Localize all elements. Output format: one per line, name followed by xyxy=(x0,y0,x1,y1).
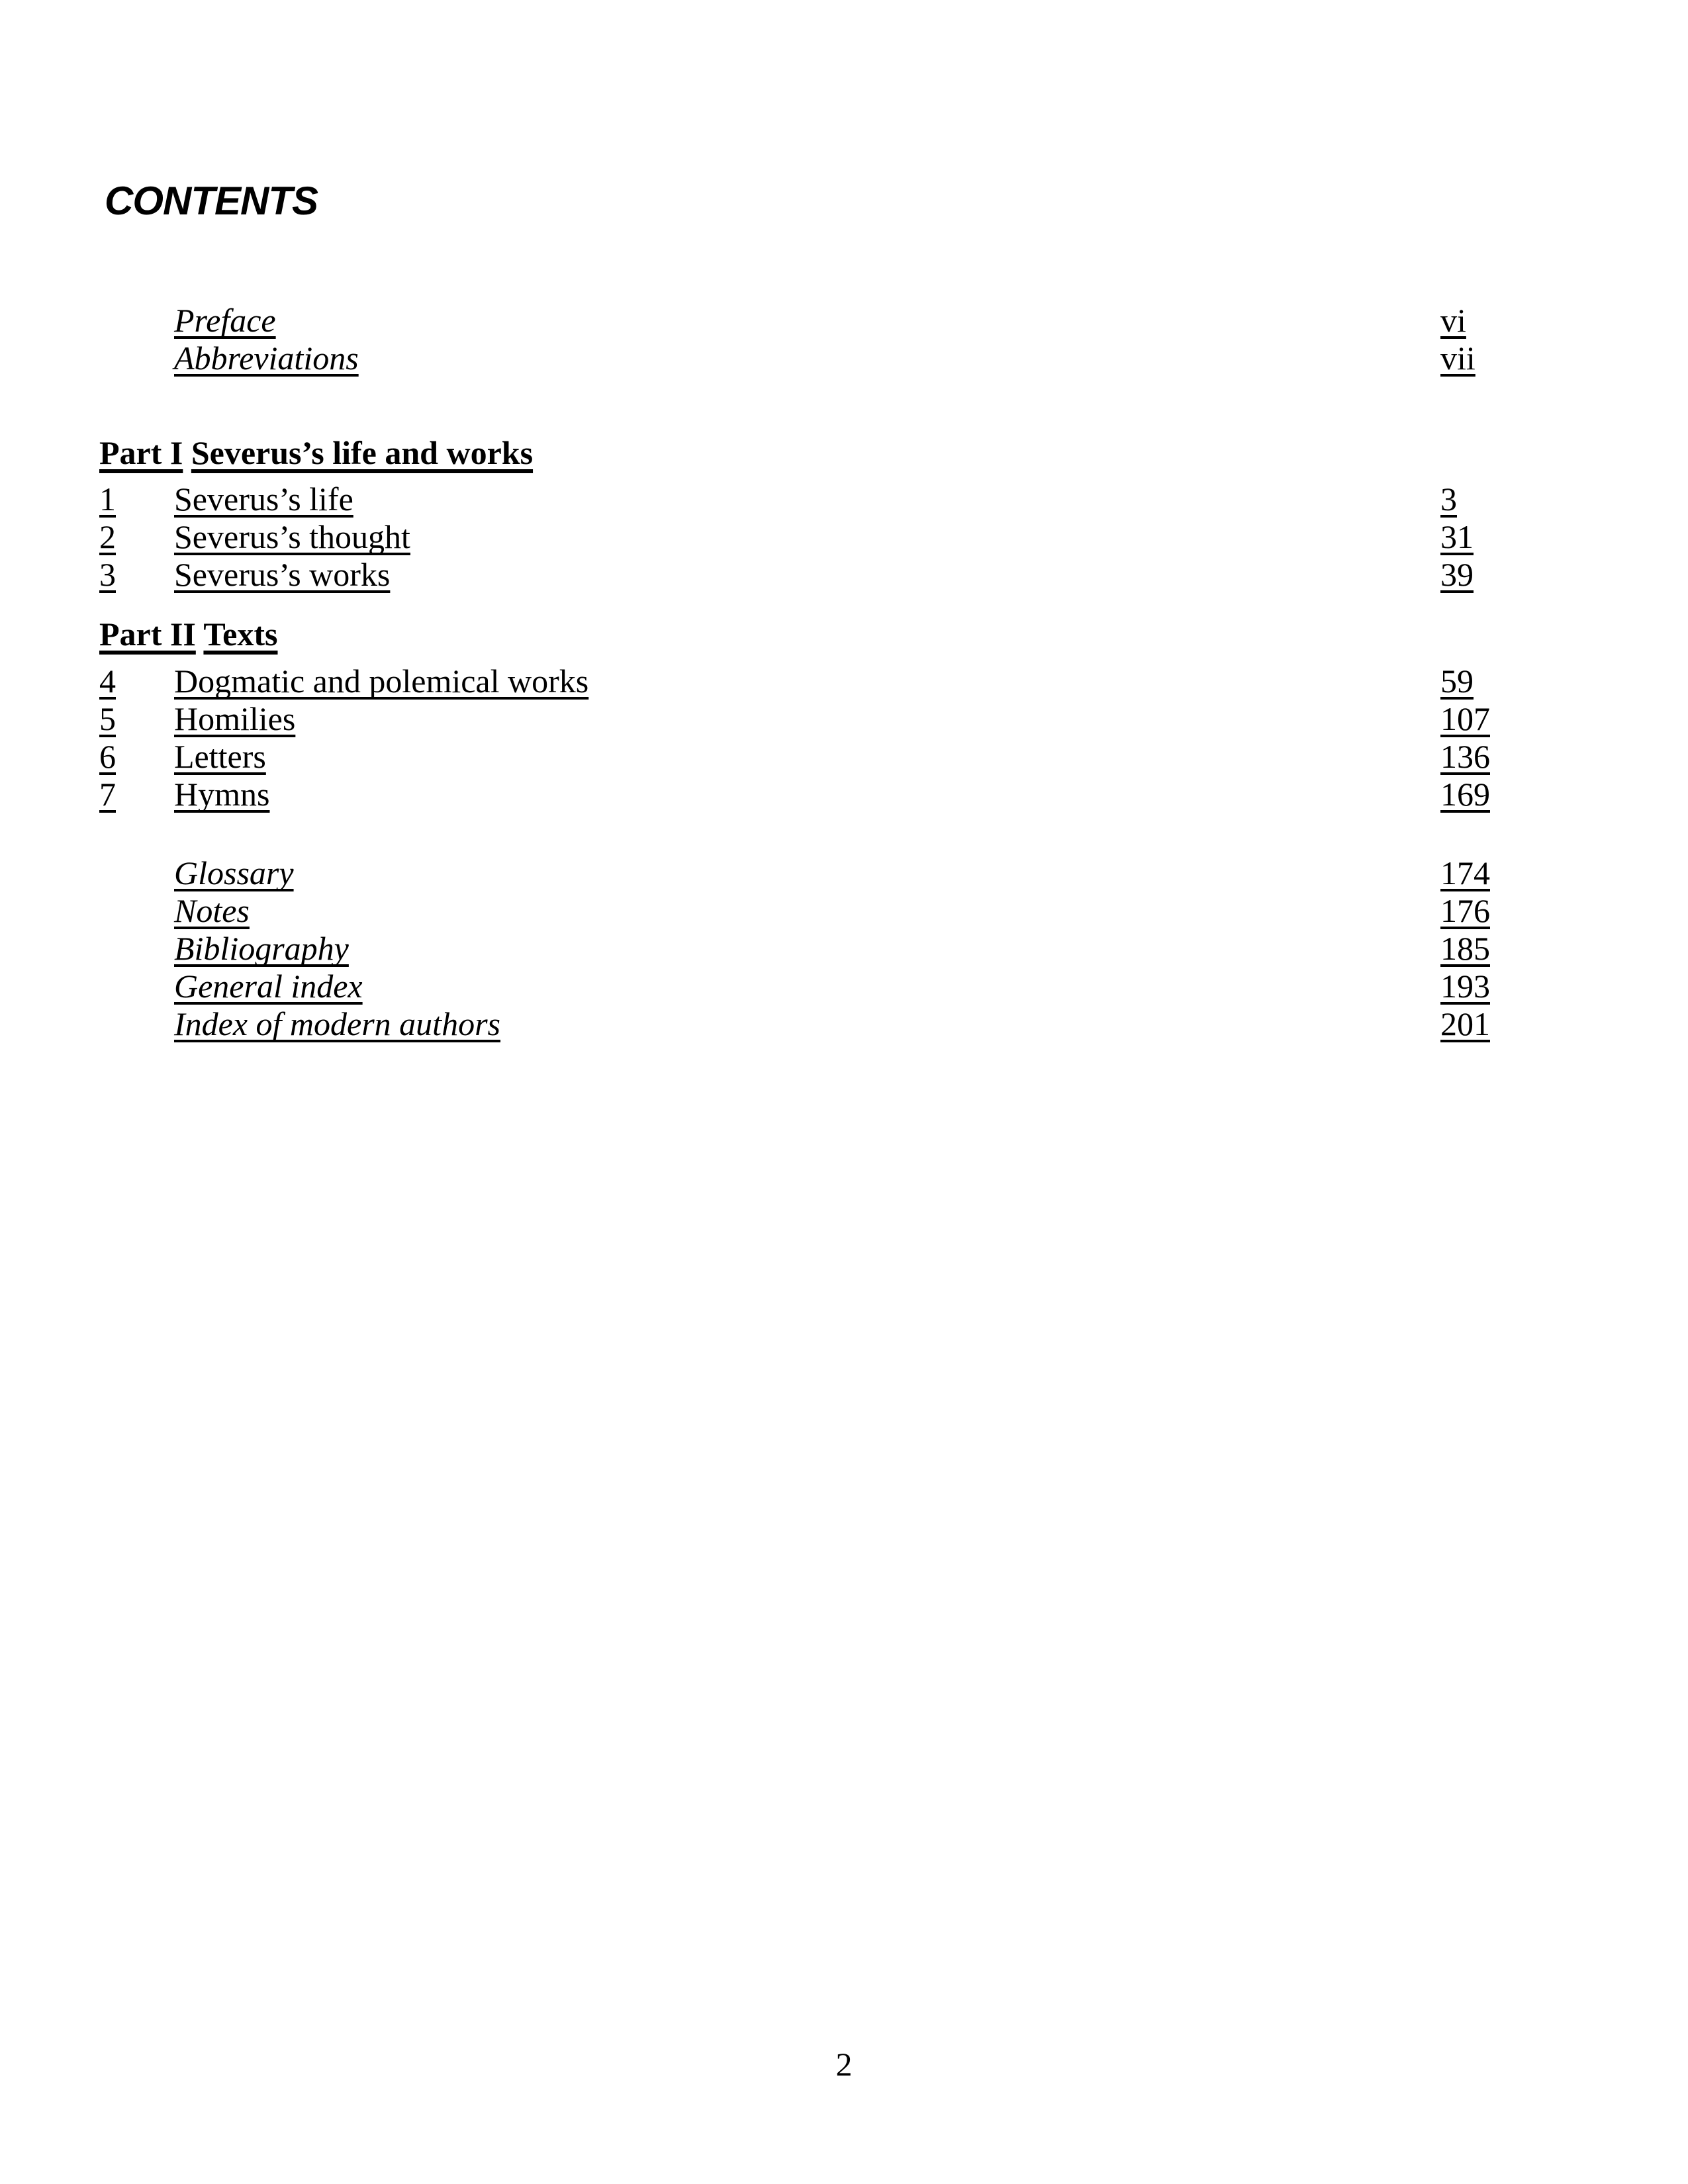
part-1-heading xyxy=(99,434,533,472)
chapter-3-page-link[interactable]: 39 xyxy=(1440,556,1474,593)
chapter-5-number-link[interactable]: 5 xyxy=(99,700,116,737)
chapter-3-number-link[interactable]: 3 xyxy=(99,556,116,593)
toc-row-preface xyxy=(0,302,1688,340)
chapter-7-number-link[interactable]: 7 xyxy=(99,776,116,813)
toc-row-glossary xyxy=(0,854,1688,892)
general-index-page-link[interactable]: 193 xyxy=(1440,968,1490,1005)
chapter-3-title-link[interactable]: Severus’s works xyxy=(174,556,391,593)
chapter-1-number-link[interactable]: 1 xyxy=(99,480,116,518)
chapter-6-number-link[interactable]: 6 xyxy=(99,738,116,775)
glossary-link[interactable]: Glossary xyxy=(174,854,294,891)
glossary-page-link[interactable]: 174 xyxy=(1440,854,1490,891)
back-matter-section xyxy=(0,854,1688,1043)
preface-link[interactable]: Preface xyxy=(174,302,276,339)
part-2-chapters xyxy=(0,662,1688,813)
chapter-7-title-link[interactable]: Hymns xyxy=(174,776,270,813)
part-1-label-link[interactable]: Part I xyxy=(99,434,183,471)
chapter-4-page-link[interactable]: 59 xyxy=(1440,662,1474,700)
toc-row-chapter-1 xyxy=(0,480,1688,518)
chapter-5-page-link[interactable]: 107 xyxy=(1440,700,1490,737)
toc-row-abbreviations xyxy=(0,340,1688,377)
chapter-2-title-link[interactable]: Severus’s thought xyxy=(174,518,410,555)
abbreviations-link[interactable]: Abbreviations xyxy=(174,340,359,377)
part-2-title-link[interactable]: Texts xyxy=(203,615,278,653)
bibliography-page-link[interactable]: 185 xyxy=(1440,930,1490,967)
index-of-modern-authors-link[interactable]: Index of modern authors xyxy=(174,1005,500,1042)
toc-row-index-of-modern-authors xyxy=(0,1005,1688,1043)
toc-row-notes xyxy=(0,892,1688,930)
chapter-4-title-link[interactable]: Dogmatic and polemical works xyxy=(174,662,589,700)
part-2-label-link[interactable]: Part II xyxy=(99,615,196,653)
general-index-link[interactable]: General index xyxy=(174,968,363,1005)
chapter-6-page-link[interactable]: 136 xyxy=(1440,738,1490,775)
notes-page-link[interactable]: 176 xyxy=(1440,892,1490,929)
notes-link[interactable]: Notes xyxy=(174,892,250,929)
chapter-6-title-link[interactable]: Letters xyxy=(174,738,266,775)
toc-row-chapter-2 xyxy=(0,518,1688,556)
chapter-2-number-link[interactable]: 2 xyxy=(99,518,116,555)
chapter-7-page-link[interactable]: 169 xyxy=(1440,776,1490,813)
part-2-heading xyxy=(99,615,277,653)
chapter-4-number-link[interactable]: 4 xyxy=(99,662,116,700)
toc-row-chapter-6 xyxy=(0,738,1688,776)
chapter-1-page-link[interactable]: 3 xyxy=(1440,480,1457,518)
part-1-title-link[interactable]: Severus’s life and works xyxy=(191,434,534,471)
toc-row-bibliography xyxy=(0,930,1688,968)
chapter-2-page-link[interactable]: 31 xyxy=(1440,518,1474,555)
bibliography-link[interactable]: Bibliography xyxy=(174,930,349,967)
index-of-modern-authors-page-link[interactable]: 201 xyxy=(1440,1005,1490,1042)
toc-row-general-index xyxy=(0,968,1688,1005)
page-title: CONTENTS xyxy=(105,179,318,223)
page-number-footer: 2 xyxy=(835,2046,853,2083)
chapter-1-title-link[interactable]: Severus’s life xyxy=(174,480,353,518)
part-1-chapters xyxy=(0,480,1688,594)
toc-row-chapter-3 xyxy=(0,556,1688,594)
abbreviations-page-link[interactable]: vii xyxy=(1440,340,1476,377)
toc-row-chapter-7 xyxy=(0,776,1688,813)
toc-row-chapter-4 xyxy=(0,662,1688,700)
front-matter-section xyxy=(0,302,1688,377)
preface-page-link[interactable]: vi xyxy=(1440,302,1466,339)
chapter-5-title-link[interactable]: Homilies xyxy=(174,700,296,737)
toc-row-chapter-5 xyxy=(0,700,1688,738)
